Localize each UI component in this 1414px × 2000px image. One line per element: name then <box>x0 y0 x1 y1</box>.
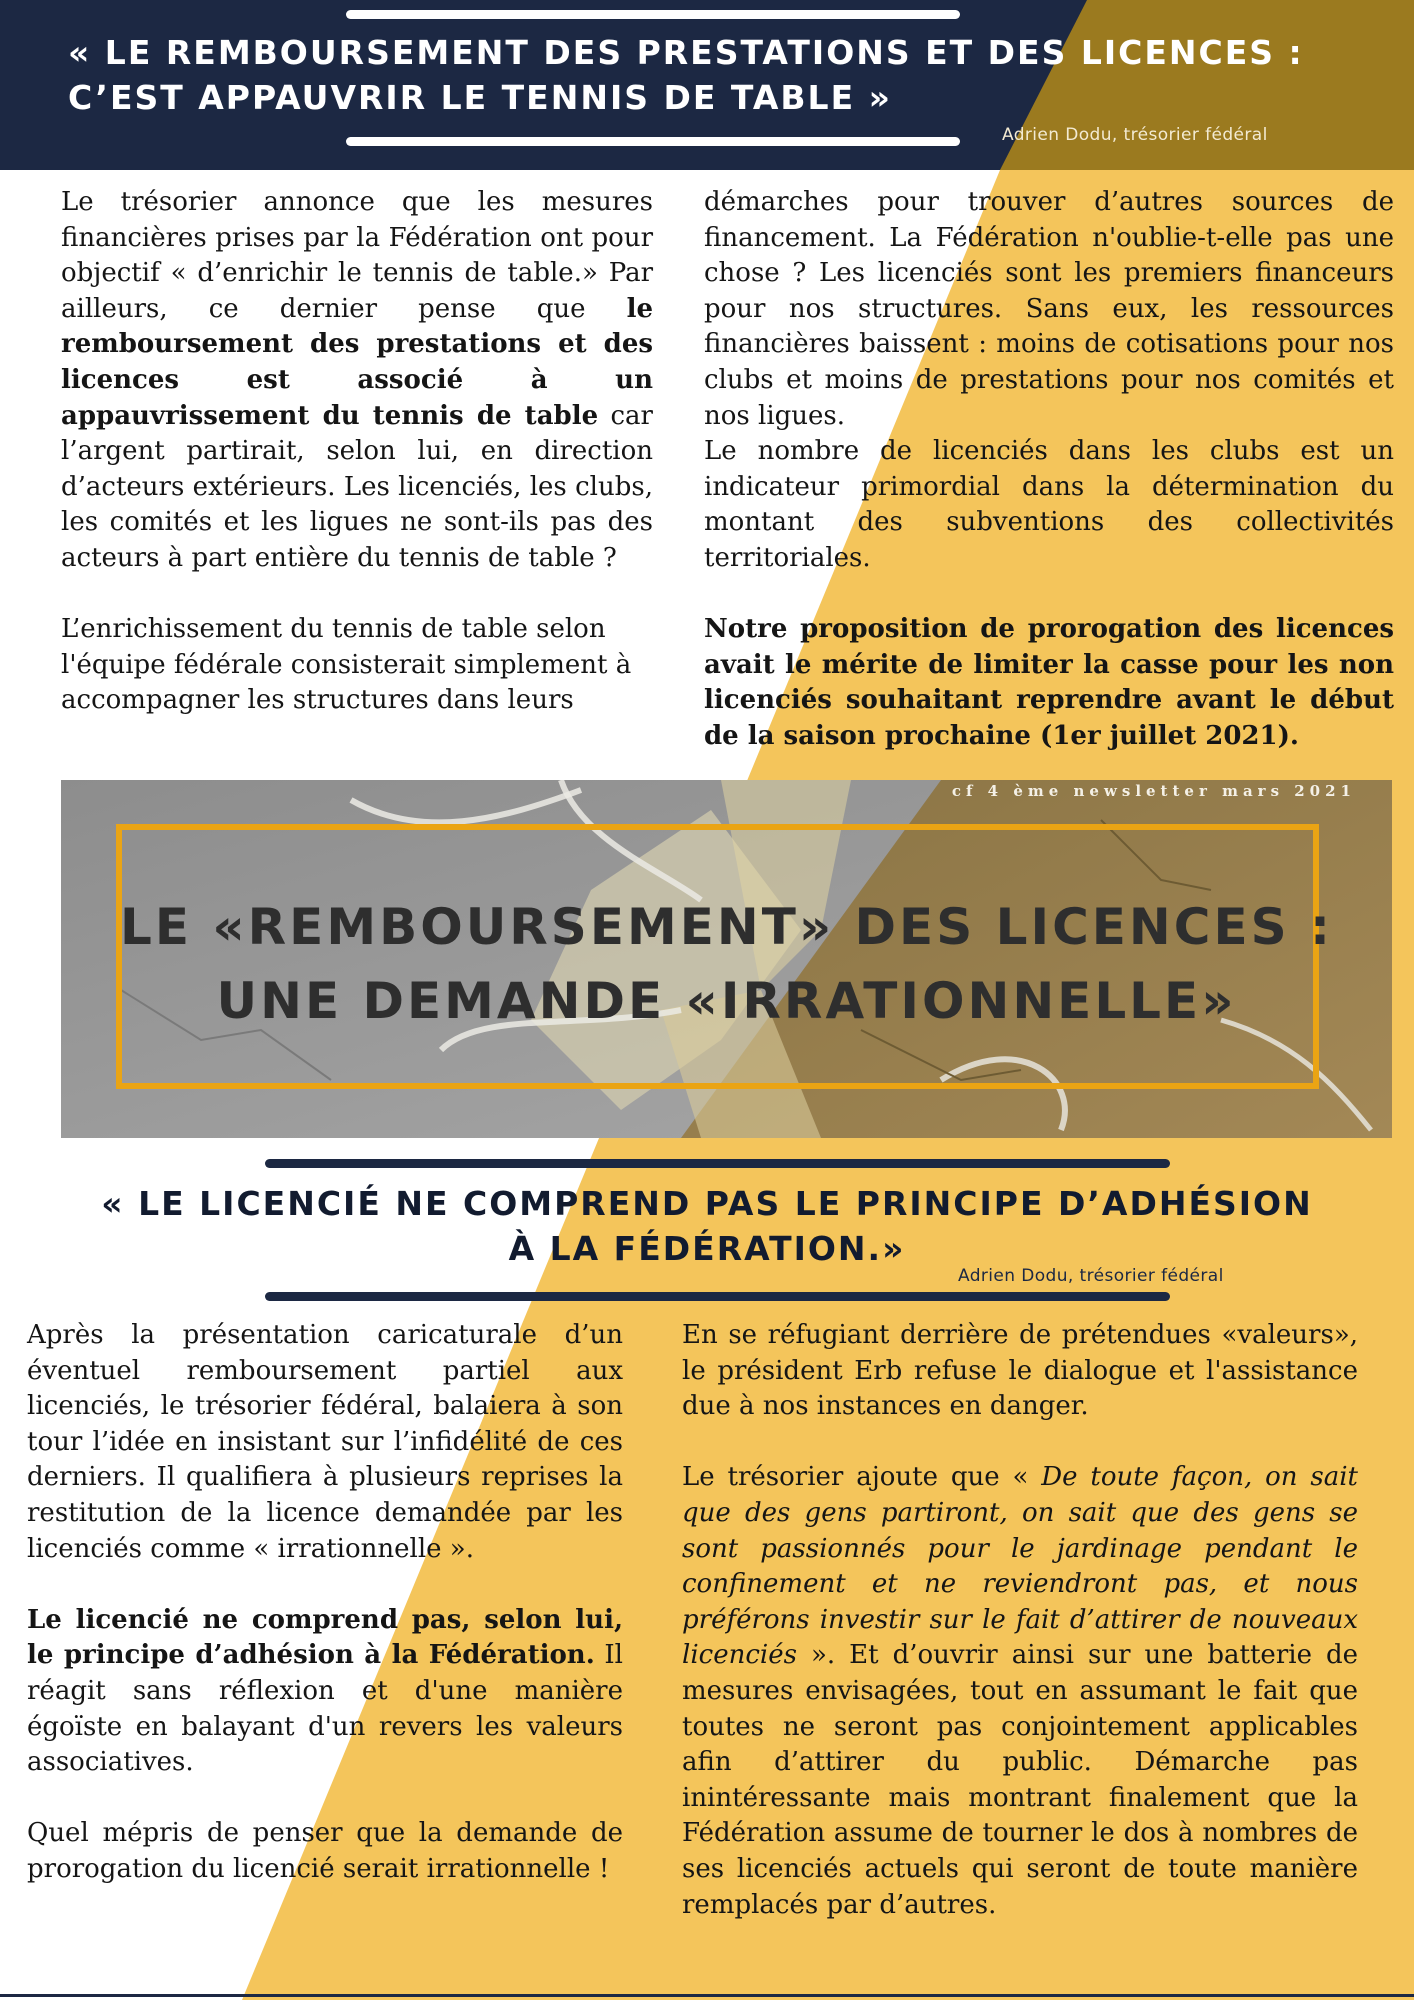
section2-right-paragraph1: En se réfugiant derrière de prétendues «valeurs», le président Erb refuse le dialogue et l'assistance due à nos instances en danger. <box>682 1320 1358 1422</box>
banner-title-line2: UNE DEMANDE «IRRATIONNELLE» <box>216 972 1237 1030</box>
section1-right-paragraph2: Le nombre de licenciés dans les clubs est un indicateur primordial dans la détermination du montant des subventions des collectivités territoriales. <box>704 436 1394 573</box>
quote2-attribution: Adrien Dodu, trésorier fédéral <box>958 1266 1224 1286</box>
section2-left-bold: Le licencié ne comprend pas, selon lui, le principe d’adhésion à la Fédération. <box>27 1604 623 1671</box>
bottom-rule <box>0 1994 1414 1997</box>
header-quote-line1: « LE REMBOURSEMENT DES PRESTATIONS ET DES LICENCES : <box>68 33 1304 72</box>
quote2-top-bar <box>265 1159 1170 1168</box>
section2-left-column <box>27 1318 623 1888</box>
banner-image <box>61 780 1392 1138</box>
section2-right-column <box>682 1318 1358 1923</box>
banner-title-line1: LE «REMBOURSEMENT» DES LICENCES : <box>119 898 1334 956</box>
section1-right-paragraph1: démarches pour trouver d’autres sources de financement. La Fédération n'oublie-t-elle pas une chose ? Les licenciés sont les premiers financeurs pour nos structures. Sans eux, les ressources financières baissent : moins de cotisations pour nos clubs et moins de prestations pour nos comités et nos ligues. <box>704 187 1394 431</box>
section1-right-paragraph3: Notre proposition de prorogation des licences avait le mérite de limiter la casse pour les non licenciés souhaitant reprendre avant le début de la saison prochaine (1er juillet 2021). <box>704 614 1394 751</box>
header-quote-line2: C’EST APPAUVRIR LE TENNIS DE TABLE » <box>68 78 892 117</box>
header-top-bar <box>346 10 960 19</box>
section2-left-paragraph1: Après la présentation caricaturale d’un éventuel remboursement partiel aux licenciés, le trésorier fédéral, balaiera à son tour l’idée en insistant sur l’infidélité de ces derniers. Il qualifiera à plusieurs reprises la restitution de la licence demandée par les licenciés comme « irrationnelle ». <box>27 1320 623 1564</box>
section1-right-column <box>704 185 1394 755</box>
quote2-heading <box>40 1181 1374 1271</box>
section2-right-paragraph2: Le trésorier ajoute que « De toute façon, on sait que des gens partiront, on sait que des gens se sont passionnés pour le jardinage pendant le confinement et ne reviendront pas, et nous préférons investir sur le fait d’attirer de nouveaux licenciés ». Et d’ouvrir ainsi sur une batterie de mesures envisagées, tout en assumant le fait que toutes ne seront pas conjointement applicables afin d’attirer du public. Démarche pas inintéressante mais montrant finalement que la Fédération assume de tourner le dos à nombres de ses licenciés actuels qui seront de toute manière remplacés par d’autres. <box>682 1462 1359 1920</box>
section2-left-paragraph2: Le licencié ne comprend pas, selon lui, le principe d’adhésion à la Fédération. Il réagit sans réflexion et d'une manière égoïste en balayant d'un revers les valeurs associatives. <box>27 1604 624 1778</box>
section1-left-column <box>61 185 653 719</box>
section1-left-paragraph1: Le trésorier annonce que les mesures financières prises par la Fédération ont pour objectif « d’enrichir le tennis de table.» Par ailleurs, ce dernier pense que le remboursement des prestations et des licences est associé à un appauvrissement du tennis de table car l’argent partirait, selon lui, en direction d’acteurs extérieurs. Les licenciés, les clubs, les comités et les ligues ne sont-ils pas des acteurs à part entière du tennis de table ? <box>61 187 653 573</box>
section2-left-paragraph3: Quel mépris de penser que la demande de prorogation du licencié serait irrationnelle ! <box>27 1818 623 1884</box>
banner-title <box>61 890 1392 1038</box>
quote2-line2: À LA FÉDÉRATION.» <box>508 1229 906 1268</box>
section1-left-paragraph2: L’enrichissement du tennis de table selon l'équipe fédérale consisterait simplement à accompagner les structures dans leurs <box>61 614 632 716</box>
header-bottom-bar <box>346 137 960 146</box>
section2-right-quote: De toute façon, on sait que des gens partiront, on sait que des gens se sont passionnés pour le jardinage pendant le confinement et ne reviendront pas, et nous préférons investir sur le fait d’attirer de nouveaux licenciés <box>682 1462 1359 1671</box>
section1-left-bold: le remboursement des prestations et des licences est associé à un appauvrissement du tennis de table <box>61 293 653 431</box>
banner-reference: cf 4 ème newsletter mars 2021 <box>951 782 1356 800</box>
header-attribution: Adrien Dodu, trésorier fédéral <box>1002 125 1268 145</box>
quote2-line1: « LE LICENCIÉ NE COMPREND PAS LE PRINCIPE D’ADHÉSION <box>101 1184 1313 1223</box>
header-quote <box>68 30 1408 120</box>
quote2-bottom-bar <box>265 1292 1170 1301</box>
